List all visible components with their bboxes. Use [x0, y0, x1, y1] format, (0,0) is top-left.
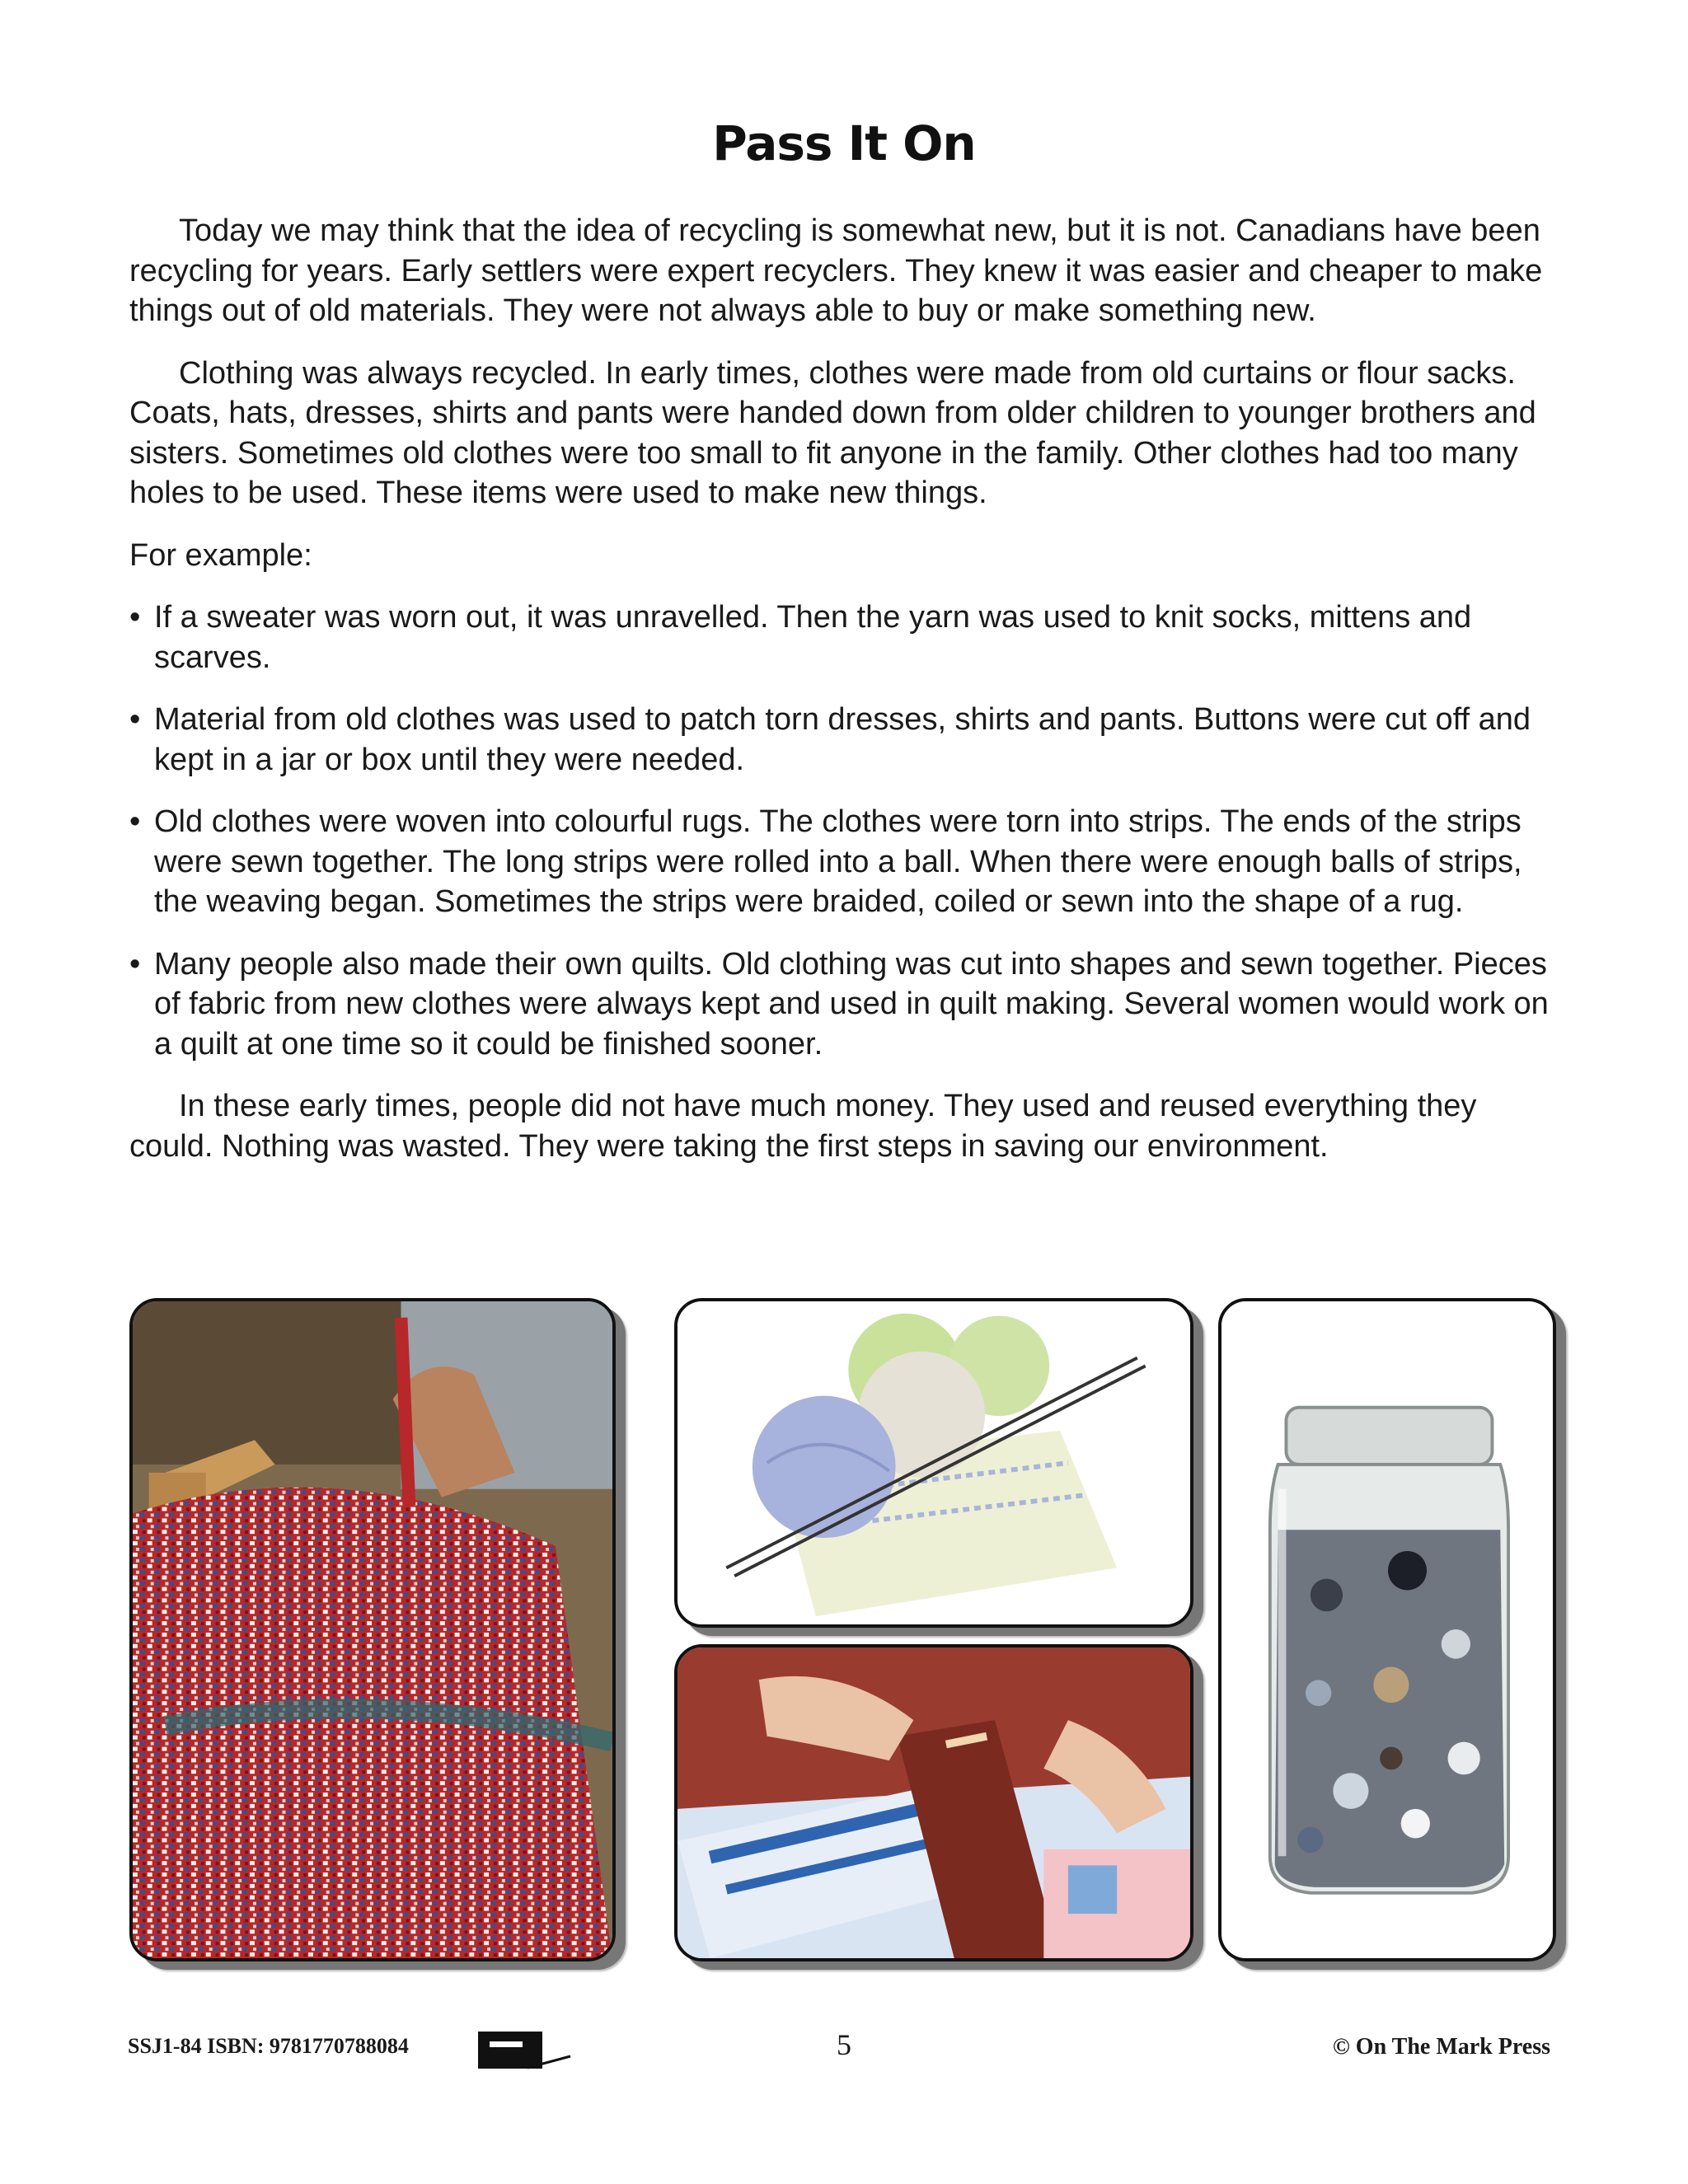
list-item	[129, 802, 1564, 922]
example-intro: For example:	[129, 537, 312, 573]
yarn-balls-image	[678, 1301, 1190, 1624]
article-body	[129, 211, 1564, 1188]
paragraph-clothing: Clothing was always recycled. In early times, clothes were made from old curtains or flour sacks. Coats, hats, dresses, shirts and pants were handed down from older children to younger brothers and sisters. Sometimes old clothes were too small to fit anyone in the family. Other clothes had too many holes to be used. These items were used to make new things.	[129, 355, 1536, 510]
list-item	[129, 598, 1564, 677]
footer-copyright: © On The Mark Press	[1332, 2034, 1550, 2060]
list-item-text: Many people also made their own quilts. Old clothing was cut into shapes and sewn together. Pieces of fabric from new clothes were always kept and used in quilt making. Several women would work on a quilt at one time so it could be finished sooner.	[154, 946, 1549, 1062]
button-jar-image	[1221, 1301, 1553, 1958]
quilt-sewing-image	[678, 1647, 1190, 1958]
yarn-knitting-photo	[674, 1298, 1193, 1628]
bullet-dot: •	[129, 804, 141, 839]
bullet-dot: •	[129, 600, 141, 635]
footer-isbn: SSJ1-84 ISBN: 9781770788084	[128, 2034, 409, 2058]
list-item	[129, 944, 1564, 1065]
bullet-dot: •	[129, 946, 141, 982]
list-item	[129, 700, 1564, 780]
quilt-sewing-photo	[674, 1644, 1193, 1961]
list-item-text: If a sweater was worn out, it was unravelled. Then the yarn was used to knit socks, mittens and scarves.	[154, 600, 1472, 675]
braided-rug-image	[133, 1301, 612, 1958]
button-jar-photo	[1218, 1298, 1556, 1961]
page-number: 5	[837, 2028, 851, 2061]
example-list	[129, 598, 1564, 1064]
paragraph-intro: Today we may think that the idea of recycling is somewhat new, but it is not. Canadians have been recycling for years. Early settlers were expert recyclers. They knew it was easier and cheaper to make things out of old materials. They were not always able to buy or make something new.	[129, 213, 1543, 328]
bullet-dot: •	[129, 702, 141, 737]
list-item-text: Material from old clothes was used to patch torn dresses, shirts and pants. Buttons were cut off and kept in a jar or box until they were needed.	[154, 702, 1531, 777]
braided-rug-photo	[129, 1298, 616, 1961]
page-title: Pass It On	[712, 115, 976, 171]
paragraph-conclusion: In these early times, people did not have much money. They used and reused everything they could. Nothing was wasted. They were taking the first steps in saving our environment.	[129, 1089, 1477, 1164]
list-item-text: Old clothes were woven into colourful rugs. The clothes were torn into strips. The ends of the strips were sewn together. The long strips were rolled into a ball. When there were enough balls of strips, the weaving began. Sometimes the strips were braided, coiled or sewn into the shape of a rug.	[154, 804, 1522, 919]
